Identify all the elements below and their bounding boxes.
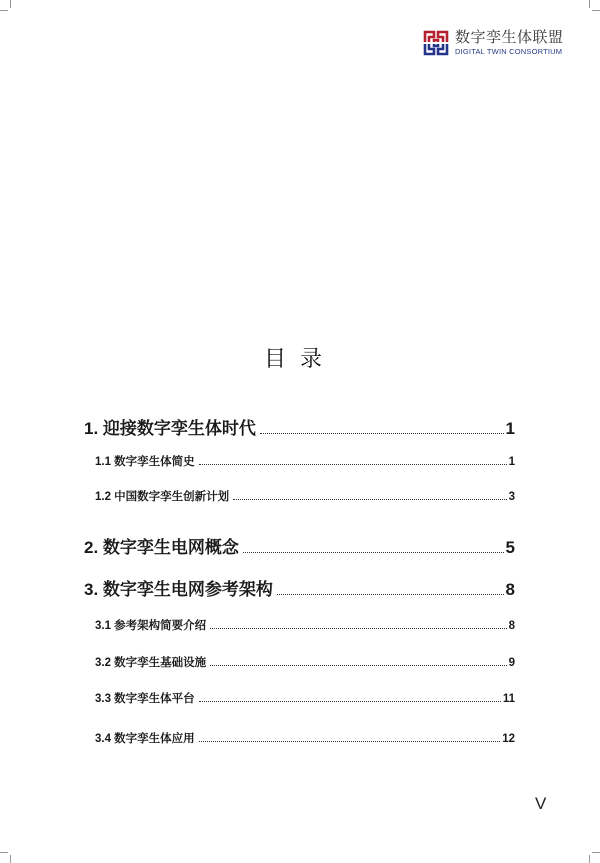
toc-leader-dots xyxy=(233,499,506,500)
crop-mark-tr-h xyxy=(592,10,600,11)
toc-entry[interactable] xyxy=(0,730,600,746)
crop-mark-bl-v xyxy=(10,855,11,863)
toc-entry[interactable] xyxy=(0,414,600,439)
crop-mark-tr-v xyxy=(589,0,590,8)
crop-mark-tl-h xyxy=(0,10,8,11)
toc-leader-dots xyxy=(199,701,501,702)
toc-leader-dots xyxy=(210,665,506,666)
toc-entry-page: 8 xyxy=(508,620,515,632)
crop-mark-br-v xyxy=(589,855,590,863)
crop-mark-br-h xyxy=(592,852,600,853)
logo-chinese-name: 数字孪生体联盟 xyxy=(455,29,564,47)
toc-leader-dots xyxy=(243,552,504,553)
toc-entry-page: 12 xyxy=(502,733,515,745)
toc-entry-label: 3.3 数字孪生体平台 xyxy=(95,693,195,705)
toc-entry-label: 1.1 数字孪生体简史 xyxy=(95,456,195,468)
toc-entry[interactable] xyxy=(0,654,600,670)
crop-mark-bl-h xyxy=(0,852,8,853)
toc-entry[interactable] xyxy=(0,453,600,469)
toc-entry-page: 3 xyxy=(508,491,515,503)
toc-entry-label: 1. 迎接数字孪生体时代 xyxy=(84,419,256,438)
toc-leader-dots xyxy=(277,594,504,595)
toc-entry-label: 3.4 数字孪生体应用 xyxy=(95,733,195,745)
logo-english-name: DIGITAL TWIN CONSORTIUM xyxy=(455,47,563,57)
toc-leader-dots xyxy=(199,741,501,742)
toc-leader-dots xyxy=(210,628,506,629)
crop-mark-tl-v xyxy=(10,0,11,8)
toc-entry-page: 8 xyxy=(505,580,515,599)
toc-entry[interactable] xyxy=(0,690,600,706)
toc-entry-label: 3.1 参考架构简要介绍 xyxy=(95,620,207,632)
toc-entry-page: 5 xyxy=(505,538,515,557)
toc-entry-label: 1.2 中国数字孪生创新计划 xyxy=(95,491,230,503)
consortium-logo xyxy=(423,29,564,57)
toc-entry[interactable] xyxy=(0,617,600,633)
page-title: 目录 xyxy=(263,346,336,371)
toc-leader-dots xyxy=(199,464,507,465)
toc-entry-label: 2. 数字孪生电网概念 xyxy=(84,538,239,557)
toc-entry-label: 3.2 数字孪生基础设施 xyxy=(95,657,207,669)
consortium-logo-icon xyxy=(423,29,449,57)
toc-entry-label: 3. 数字孪生电网参考架构 xyxy=(84,580,273,599)
toc-leader-dots xyxy=(260,433,504,434)
page-number: V xyxy=(535,794,547,813)
toc-entry[interactable] xyxy=(0,533,600,558)
toc-entry[interactable] xyxy=(0,488,600,504)
toc-entry-page: 9 xyxy=(508,657,515,669)
toc-entry[interactable] xyxy=(0,575,600,600)
toc-entry-page: 11 xyxy=(502,693,515,705)
toc-entry-page: 1 xyxy=(508,456,515,468)
toc-entry-page: 1 xyxy=(505,419,515,438)
